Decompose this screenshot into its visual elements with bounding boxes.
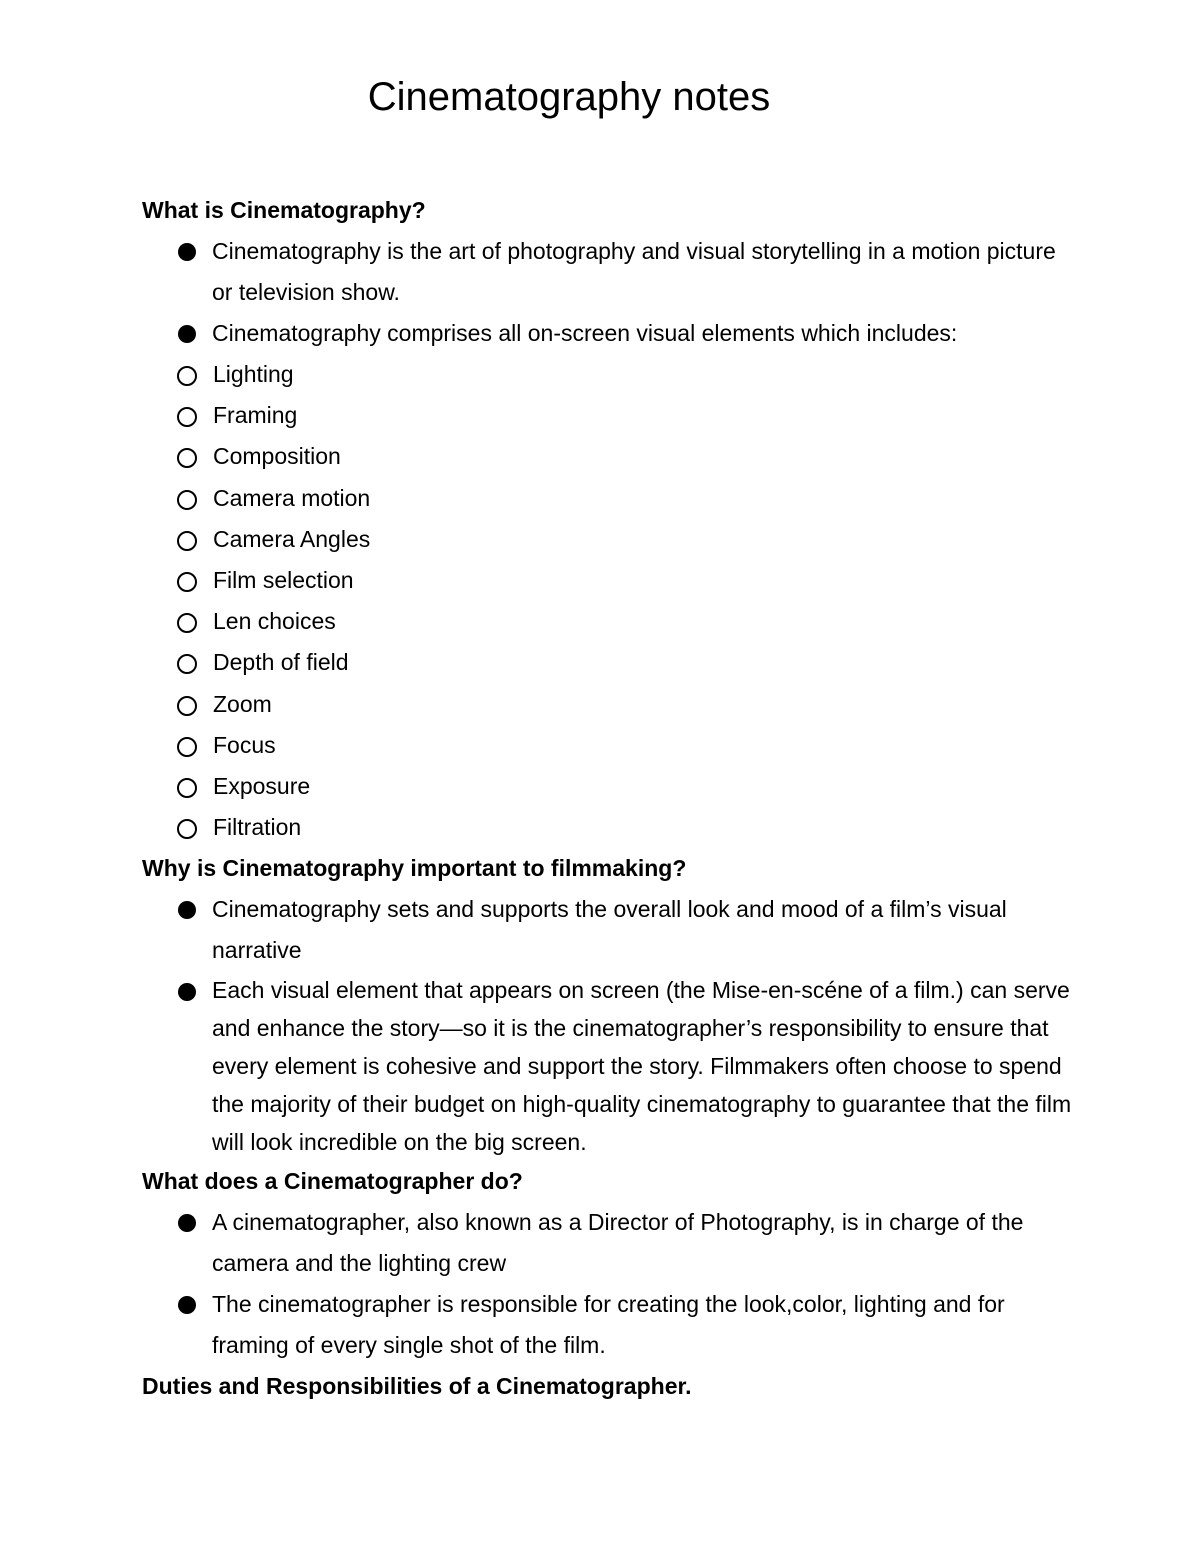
list-item-text: Cinematography sets and supports the overall look and mood of a film’s visual narrative: [212, 896, 1007, 964]
sub-list-item-text: Camera Angles: [213, 525, 371, 552]
sub-list-item-text: Zoom: [213, 690, 272, 717]
section-heading: What is Cinematography?: [142, 197, 426, 223]
hollow-bullet-icon: [177, 407, 197, 427]
sub-list-item: [142, 642, 1082, 683]
sub-list-item: [142, 560, 1082, 601]
sub-list-item: [142, 354, 1082, 395]
bullet-list: [142, 1202, 1082, 1366]
filled-bullet-icon: [178, 983, 196, 1001]
sub-list-item: [142, 478, 1082, 519]
sub-list-item-text: Focus: [213, 731, 276, 758]
sub-list-item-text: Film selection: [213, 567, 354, 594]
sub-bullet-list: [142, 354, 1082, 848]
hollow-bullet-icon: [177, 819, 197, 839]
hollow-bullet-icon: [177, 778, 197, 798]
filled-bullet-icon: [178, 1296, 196, 1314]
hollow-bullet-icon: [177, 572, 197, 592]
sub-list-item-text: Len choices: [213, 608, 336, 635]
hollow-bullet-icon: [177, 696, 197, 716]
hollow-bullet-icon: [177, 613, 197, 633]
document-body: [142, 190, 1082, 1407]
filled-bullet-icon: [178, 325, 196, 343]
bullet-list: [142, 971, 1082, 1161]
list-item-text: Cinematography comprises all on-screen visual elements which includes:: [212, 320, 958, 346]
section-heading: Duties and Responsibilities of a Cinematographer.: [142, 1373, 692, 1400]
hollow-bullet-icon: [177, 737, 197, 757]
sub-list-item: [142, 395, 1082, 436]
sub-list-item-text: Exposure: [213, 773, 311, 800]
filled-bullet-icon: [178, 243, 196, 261]
list-item-text: Each visual element that appears on screen (the Mise-en-scéne of a film.) can serve and enhance the story—so it is the cinematographer’s responsibility to ensure that every element is cohesive and support the story. Filmmakers often choose to spend the majority of their budget on high-quality cinematography to guarantee that the film will look incredible on the big screen.: [212, 977, 1072, 1156]
sub-list-item: [142, 601, 1082, 642]
sub-list-item: [142, 436, 1082, 477]
hollow-bullet-icon: [177, 654, 197, 674]
list-item-text: A cinematographer, also known as a Director of Photography, is in charge of the camera and the lighting crew: [212, 1209, 1024, 1277]
page-title: Cinematography notes: [367, 75, 771, 119]
list-item: [142, 889, 1082, 971]
hollow-bullet-icon: [177, 448, 197, 468]
section-heading: What does a Cinematographer do?: [142, 1168, 523, 1195]
hollow-bullet-icon: [177, 531, 197, 551]
section-heading: Why is Cinematography important to filmmaking?: [142, 855, 687, 882]
sub-list-item: [142, 766, 1082, 807]
sub-list-item-text: Depth of field: [213, 649, 349, 676]
list-item: [142, 971, 1082, 1161]
bullet-list: [142, 231, 1082, 354]
list-item: [142, 1284, 1082, 1366]
sub-list-item-text: Framing: [213, 402, 298, 429]
sub-list-item-text: Filtration: [213, 814, 302, 841]
hollow-bullet-icon: [177, 366, 197, 386]
sub-list-item-text: Camera motion: [213, 484, 371, 511]
filled-bullet-icon: [178, 901, 196, 919]
filled-bullet-icon: [178, 1214, 196, 1232]
sub-list-item: [142, 725, 1082, 766]
list-item-text: Cinematography is the art of photography and visual storytelling in a motion picture or television show.: [212, 238, 1056, 305]
sub-list-item-text: Composition: [213, 443, 341, 470]
sub-list-item: [142, 684, 1082, 725]
list-item: [142, 231, 1082, 313]
hollow-bullet-icon: [177, 490, 197, 510]
list-item: [142, 313, 1082, 354]
list-item: [142, 1202, 1082, 1284]
sub-list-item-text: Lighting: [213, 361, 294, 387]
list-item-text: The cinematographer is responsible for creating the look,color, lighting and for framing of every single shot of the film.: [212, 1291, 1005, 1359]
sub-list-item: [142, 519, 1082, 560]
bullet-list: [142, 889, 1082, 971]
sub-list-item: [142, 807, 1082, 848]
